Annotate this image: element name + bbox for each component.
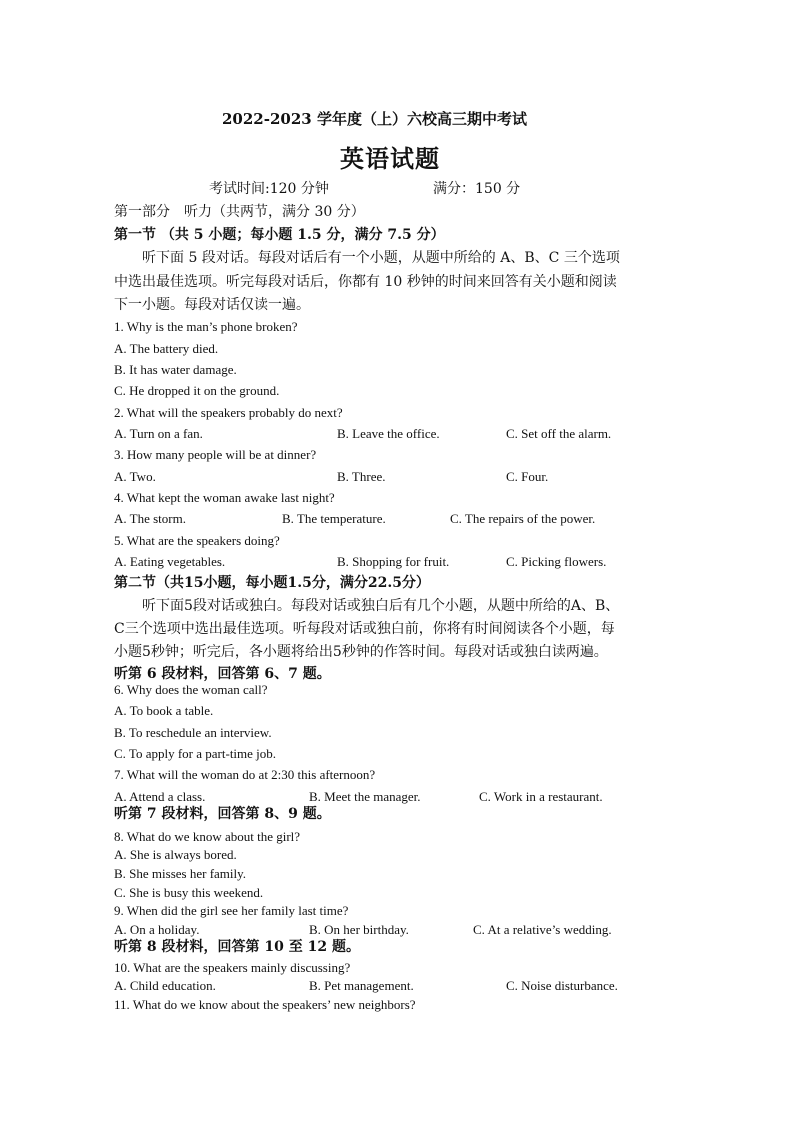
question-stem: 11. What do we know about the speakers’ new neighbors? bbox=[114, 997, 416, 1012]
option-a: A. On a holiday. bbox=[114, 922, 200, 937]
option-a: A. She is always bored. bbox=[114, 847, 237, 862]
option-c: C. She is busy this weekend. bbox=[114, 885, 264, 900]
section1-instruction-line: 下一小题。每段对话仅读一遍。 bbox=[114, 297, 310, 313]
question-stem: 4. What kept the woman awake last night? bbox=[114, 490, 335, 505]
section1-instruction-line: 听下面 5 段对话。每段对话后有一个小题，从题中所给的 A、B、C 三个选项 bbox=[142, 250, 620, 266]
option-a: A. Two. bbox=[114, 469, 156, 484]
section1-heading: 第一节 （共 5 小题；每小题 1.5 分，满分 7.5 分） bbox=[114, 227, 445, 243]
question-stem: 2. What will the speakers probably do next? bbox=[114, 405, 343, 420]
option-b: B. The temperature. bbox=[282, 511, 386, 526]
section2-instruction-line: C三个选项中选出最佳选项。听每段对话或独白前，你将有时间阅读各个小题，每 bbox=[114, 621, 615, 637]
section1-instruction-line: 中选出最佳选项。听完每段对话后，你都有 10 秒钟的时间来回答有关小题和阅读 bbox=[114, 274, 617, 290]
option-c: C. Four. bbox=[506, 469, 549, 484]
section2-instruction-line: 听下面5段对话或独白。每段对话或独白后有几个小题，从题中所给的A、B、 bbox=[142, 598, 620, 614]
option-b: B. Meet the manager. bbox=[309, 789, 421, 804]
question-stem: 6. Why does the woman call? bbox=[114, 682, 268, 697]
question-stem: 1. Why is the man’s phone broken? bbox=[114, 319, 298, 334]
question-stem: 9. When did the girl see her family last time? bbox=[114, 903, 349, 918]
option-c: C. Noise disturbance. bbox=[506, 978, 618, 993]
section2-heading: 第二节（共15小题，每小题1.5分，满分22.5分） bbox=[114, 575, 430, 591]
option-a: A. The battery died. bbox=[114, 341, 219, 356]
option-a: A. The storm. bbox=[114, 511, 186, 526]
option-a: A. Child education. bbox=[114, 978, 216, 993]
option-c: C. At a relative’s wedding. bbox=[473, 922, 612, 937]
material-heading: 听第 8 段材料，回答第 10 至 12 题。 bbox=[114, 939, 360, 955]
material-heading: 听第 6 段材料，回答第 6、7 题。 bbox=[114, 666, 331, 682]
part1-heading: 第一部分 听力（共两节，满分 30 分） bbox=[114, 204, 365, 220]
option-a: A. To book a table. bbox=[114, 703, 214, 718]
option-b: B. She misses her family. bbox=[114, 866, 247, 881]
option-b: B. Shopping for fruit. bbox=[337, 554, 450, 569]
material-heading: 听第 7 段材料，回答第 8、9 题。 bbox=[114, 806, 331, 822]
option-b: B. Leave the office. bbox=[337, 426, 440, 441]
question-stem: 10. What are the speakers mainly discussing? bbox=[114, 960, 351, 975]
option-b: B. Pet management. bbox=[309, 978, 414, 993]
option-c: C. The repairs of the power. bbox=[450, 511, 596, 526]
option-b: B. Three. bbox=[337, 469, 386, 484]
option-c: C. Set off the alarm. bbox=[506, 426, 612, 441]
exam-time: 考试时间:120 分钟 bbox=[209, 181, 329, 197]
question-stem: 3. How many people will be at dinner? bbox=[114, 447, 317, 462]
option-b: B. To reschedule an interview. bbox=[114, 725, 272, 740]
option-c: C. To apply for a part-time job. bbox=[114, 746, 277, 761]
option-c: C. He dropped it on the ground. bbox=[114, 383, 280, 398]
option-a: A. Eating vegetables. bbox=[114, 554, 226, 569]
option-b: B. It has water damage. bbox=[114, 362, 237, 377]
exam-title: 2022-2023 学年度（上）六校高三期中考试 bbox=[222, 110, 527, 128]
option-c: C. Picking flowers. bbox=[506, 554, 607, 569]
subject-title: 英语试题 bbox=[340, 144, 440, 173]
section2-instruction-line: 小题5秒钟；听完后，各小题将给出5秒钟的作答时间。每段对话或独白读两遍。 bbox=[114, 644, 608, 660]
option-a: A. Turn on a fan. bbox=[114, 426, 203, 441]
full-score: 满分：150 分 bbox=[433, 181, 521, 197]
question-stem: 8. What do we know about the girl? bbox=[114, 829, 301, 844]
question-stem: 7. What will the woman do at 2:30 this afternoon? bbox=[114, 767, 376, 782]
question-stem: 5. What are the speakers doing? bbox=[114, 533, 280, 548]
option-c: C. Work in a restaurant. bbox=[479, 789, 603, 804]
option-b: B. On her birthday. bbox=[309, 922, 409, 937]
option-a: A. Attend a class. bbox=[114, 789, 206, 804]
